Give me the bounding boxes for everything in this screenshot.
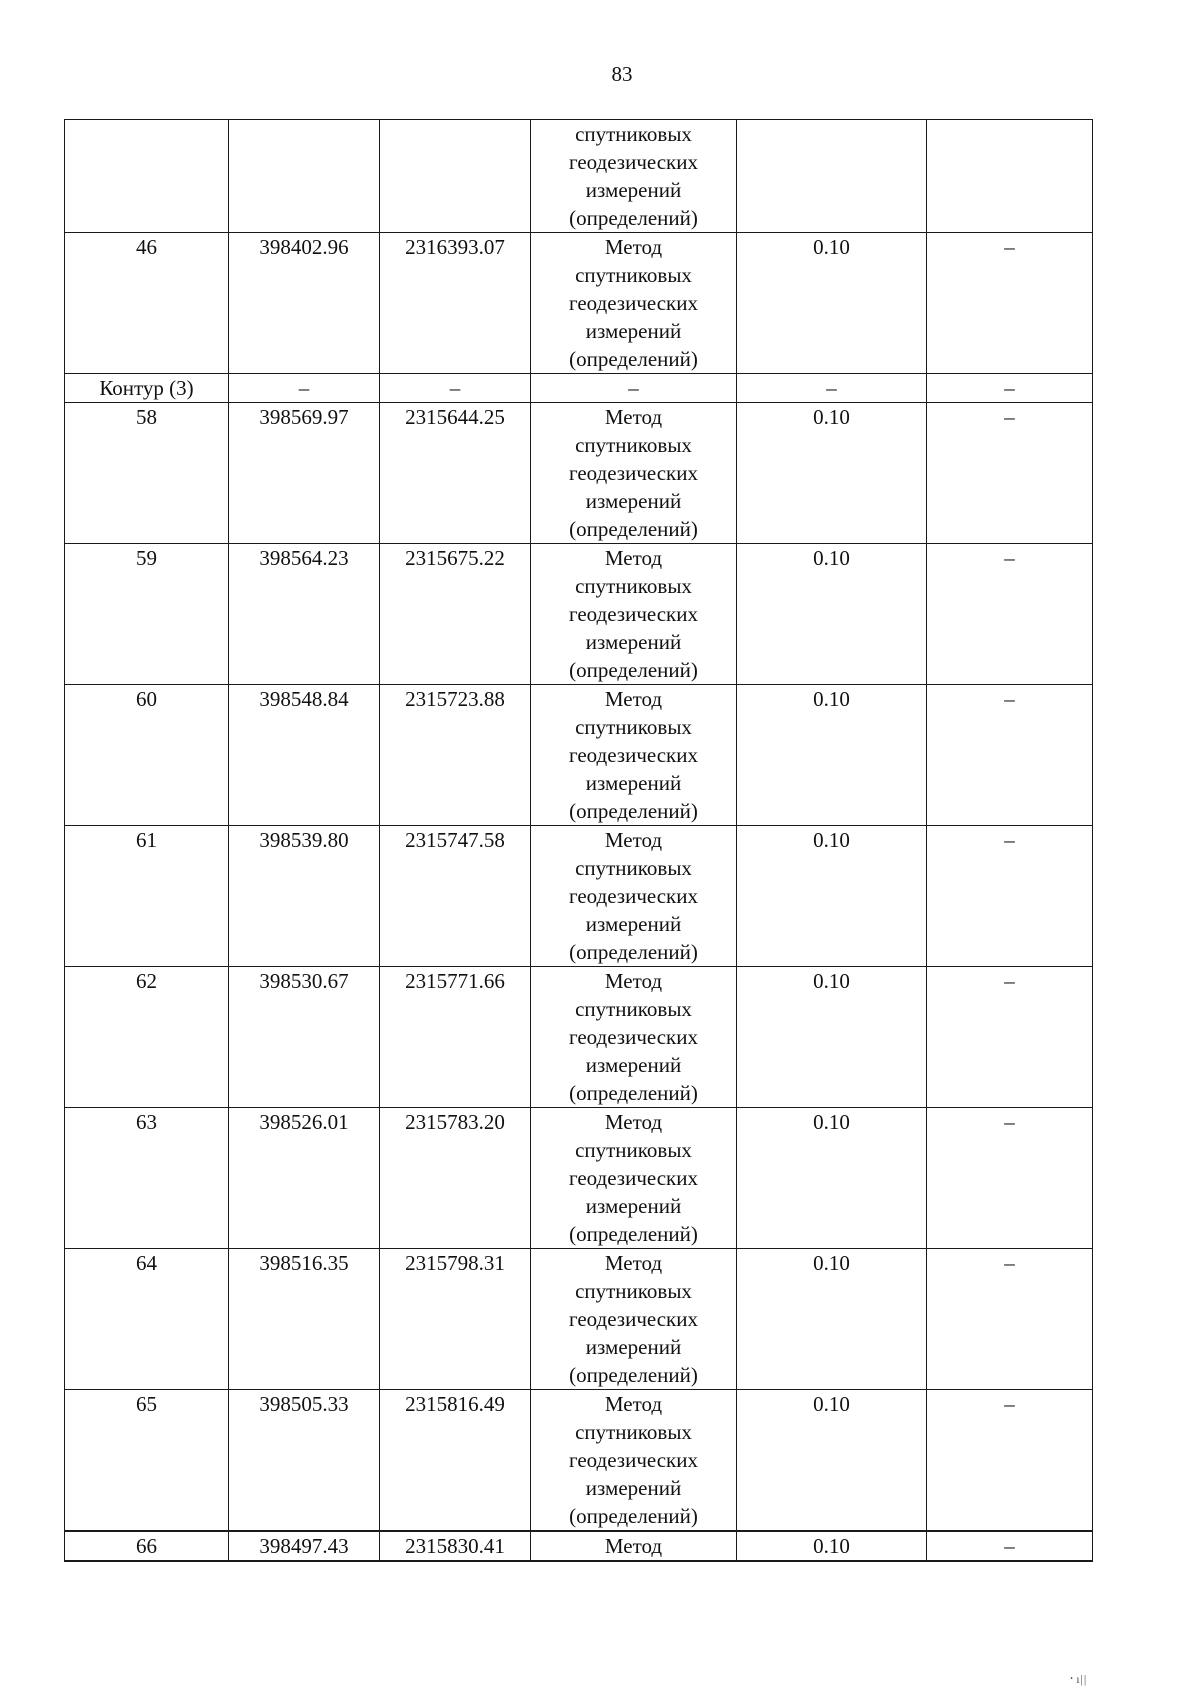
accuracy-cell: 0.10 [737,1249,927,1390]
y-coordinate-cell: 2315816.49 [380,1390,531,1532]
note-cell: – [927,1249,1093,1390]
note-cell [927,120,1093,233]
method-text-line: (определений) [569,206,698,230]
point-number-cell: 61 [65,826,229,967]
method-text-line: Метод [604,405,663,429]
method-text-line: измерений [585,1335,682,1359]
scan-artifact-mark: ᛫ı|| [1068,1672,1088,1686]
contour-dash-cell: – [229,374,380,403]
method-cell [531,120,737,233]
y-coordinate-cell: 2316393.07 [380,233,531,374]
accuracy-cell: 0.10 [737,1390,927,1532]
y-coordinate-cell: 2315830.41 [380,1531,531,1561]
accuracy-cell: 0.10 [737,403,927,544]
point-number-cell: 63 [65,1108,229,1249]
page-number: 83 [611,62,633,86]
table-row [65,1390,1093,1532]
method-cell [531,544,737,685]
y-coordinate-cell [380,120,531,233]
point-number-cell: 65 [65,1390,229,1532]
x-coordinate-cell: 398530.67 [229,967,380,1108]
contour-dash-cell: – [531,374,737,403]
method-text-line: (определений) [569,940,698,964]
x-coordinate-cell: 398564.23 [229,544,380,685]
accuracy-cell: 0.10 [737,1531,927,1561]
method-text-line: (определений) [569,1081,698,1105]
method-text-line: спутниковых [575,574,692,598]
contour-dash-cell: – [737,374,927,403]
method-cell [531,403,737,544]
y-coordinate-cell: 2315783.20 [380,1108,531,1249]
method-text-line: измерений [585,489,682,513]
method-text-line: геодезических [568,1307,698,1331]
method-text-line: Метод [604,1251,663,1275]
point-number-cell: 59 [65,544,229,685]
contour-header-row [65,374,1093,403]
accuracy-cell: 0.10 [737,1108,927,1249]
method-text-line: (определений) [569,658,698,682]
y-coordinate-cell: 2315747.58 [380,826,531,967]
table-row [65,544,1093,685]
method-text-line: Метод [604,235,663,259]
coordinates-table [64,119,1093,1562]
point-number-cell: 62 [65,967,229,1108]
contour-dash-cell: – [380,374,531,403]
method-text-line: спутниковых [575,122,692,146]
x-coordinate-cell: 398516.35 [229,1249,380,1390]
x-coordinate-cell: 398569.97 [229,403,380,544]
point-number-cell: 46 [65,233,229,374]
method-text-line: измерений [585,1476,682,1500]
point-number-cell: 58 [65,403,229,544]
x-coordinate-cell: 398497.43 [229,1531,380,1561]
x-coordinate-cell: 398548.84 [229,685,380,826]
point-number-cell [65,120,229,233]
method-cell [531,1108,737,1249]
note-cell: – [927,403,1093,544]
contour-dash-cell: – [927,374,1093,403]
table-row [65,403,1093,544]
y-coordinate-cell: 2315771.66 [380,967,531,1108]
table-row [65,233,1093,374]
method-text-line: Метод [604,546,663,570]
x-coordinate-cell: 398539.80 [229,826,380,967]
x-coordinate-cell [229,120,380,233]
method-text-line: измерений [585,630,682,654]
method-cell [531,685,737,826]
method-cell [531,1249,737,1390]
x-coordinate-cell: 398505.33 [229,1390,380,1532]
contour-label-cell: Контур (3) [65,374,229,403]
accuracy-cell: 0.10 [737,826,927,967]
y-coordinate-cell: 2315798.31 [380,1249,531,1390]
method-text-line: спутниковых [575,715,692,739]
method-text-line: спутниковых [575,1279,692,1303]
table-row [65,826,1093,967]
method-text-line: спутниковых [575,856,692,880]
method-text-line: геодезических [568,1448,698,1472]
table-row [65,967,1093,1108]
note-cell: – [927,826,1093,967]
accuracy-cell: 0.10 [737,967,927,1108]
method-text-line: спутниковых [575,997,692,1021]
point-number-cell: 66 [65,1531,229,1561]
method-text-line: (определений) [569,1363,698,1387]
method-cell: Метод [531,1531,737,1561]
point-number-cell: 60 [65,685,229,826]
note-cell: – [927,1531,1093,1561]
note-cell: – [927,233,1093,374]
y-coordinate-cell: 2315723.88 [380,685,531,826]
method-text-line: измерений [585,319,682,343]
method-cell [531,233,737,374]
accuracy-cell: 0.10 [737,685,927,826]
method-text-line: геодезических [568,1025,698,1049]
method-text-line: измерений [585,1053,682,1077]
note-cell: – [927,967,1093,1108]
note-cell: – [927,1108,1093,1249]
method-text-line: спутниковых [575,433,692,457]
method-text-line: геодезических [568,884,698,908]
method-text-line: измерений [585,912,682,936]
method-text-line: спутниковых [575,263,692,287]
method-text-line: измерений [585,178,682,202]
table-row [65,685,1093,826]
method-text-line: (определений) [569,347,698,371]
method-text-line: геодезических [568,743,698,767]
method-text-line: Метод [604,687,663,711]
method-text-line: (определений) [569,517,698,541]
method-cell [531,967,737,1108]
x-coordinate-cell: 398526.01 [229,1108,380,1249]
table-row [65,1249,1093,1390]
table-row [65,1108,1093,1249]
x-coordinate-cell: 398402.96 [229,233,380,374]
accuracy-cell: 0.10 [737,544,927,685]
y-coordinate-cell: 2315675.22 [380,544,531,685]
point-number-cell: 64 [65,1249,229,1390]
method-text-line: (определений) [569,1222,698,1246]
method-text-line: геодезических [568,1166,698,1190]
method-text-line: (определений) [569,1504,698,1528]
y-coordinate-cell: 2315644.25 [380,403,531,544]
method-text-line: спутниковых [575,1420,692,1444]
table-row [65,1531,1093,1561]
method-text-line: геодезических [568,291,698,315]
note-cell: – [927,685,1093,826]
accuracy-cell: 0.10 [737,233,927,374]
accuracy-cell [737,120,927,233]
method-text-line: геодезических [568,602,698,626]
method-text-line: измерений [585,1194,682,1218]
method-text-line: измерений [585,771,682,795]
method-text-line: Метод [604,969,663,993]
continuation-row [65,120,1093,233]
note-cell: – [927,544,1093,685]
method-text-line: Метод [604,828,663,852]
method-text-line: геодезических [568,461,698,485]
method-text-line: (определений) [569,799,698,823]
method-text-line: спутниковых [575,1138,692,1162]
note-cell: – [927,1390,1093,1532]
method-text-line: Метод [604,1392,663,1416]
method-cell [531,826,737,967]
method-text-line: геодезических [568,150,698,174]
method-text-line: Метод [604,1110,663,1134]
method-cell [531,1390,737,1532]
